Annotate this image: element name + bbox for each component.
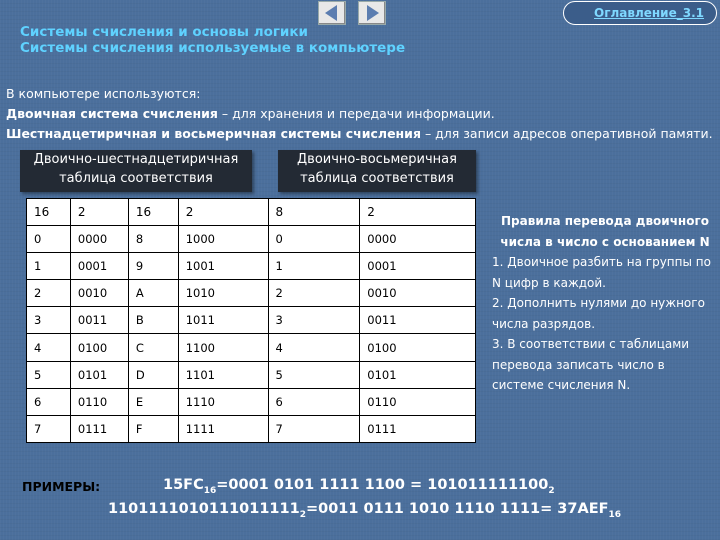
table-cell: 4 xyxy=(268,334,360,361)
table-cell: 0010 xyxy=(70,280,128,307)
table-cell: 0110 xyxy=(360,388,476,415)
intro-text xyxy=(6,84,713,144)
table-cell: 1010 xyxy=(178,280,268,307)
table-row xyxy=(27,280,476,307)
table-cell: 2 xyxy=(178,199,268,226)
table-cell: 5 xyxy=(27,361,71,388)
table-cell: 1111 xyxy=(178,415,268,442)
correspondence-table xyxy=(26,198,476,443)
prev-slide-button[interactable] xyxy=(318,1,346,25)
intro-line-1: В компьютере используются: xyxy=(6,86,201,101)
table-cell: 5 xyxy=(268,361,360,388)
rule-step-3: 3. В соответствии с таблицами перевода записать число в системе счисления N. xyxy=(492,337,690,392)
table-header-row xyxy=(27,199,476,226)
table-cell: 0000 xyxy=(70,226,128,253)
table-cell: 3 xyxy=(268,307,360,334)
table-cell: 0111 xyxy=(360,415,476,442)
table-cell: 1011 xyxy=(178,307,268,334)
table-cell: 2 xyxy=(360,199,476,226)
table-cell: 0 xyxy=(27,226,71,253)
table-cell: 1100 xyxy=(178,334,268,361)
toc-link[interactable]: Оглавление_3.1 xyxy=(563,1,717,25)
table-cell: 1 xyxy=(27,253,71,280)
table-cell: 3 xyxy=(27,307,71,334)
rules-heading: Правила перевода двоичного числа в число с основанием N xyxy=(500,214,710,249)
example-2: $1101111010111011111_2=0011$ 0111 1010 1110 $1111= 37AEF_{16}$ xyxy=(108,501,622,520)
rule-step-2: 2. Дополнить нулями до нужного числа разрядов. xyxy=(492,296,705,331)
table-cell: 6 xyxy=(268,388,360,415)
table-cell: 16 xyxy=(128,199,178,226)
table-cell: 0100 xyxy=(360,334,476,361)
intro-line-2: Двоичная система счисления – для хранения и передачи информации. xyxy=(6,106,495,121)
table-cell: 0100 xyxy=(70,334,128,361)
table-cell: 0101 xyxy=(360,361,476,388)
table-cell: 1 xyxy=(268,253,360,280)
table-cell: 1000 xyxy=(178,226,268,253)
table-cell: 0111 xyxy=(70,415,128,442)
table-cell: C xyxy=(128,334,178,361)
table-cell: 2 xyxy=(27,280,71,307)
table-row xyxy=(27,361,476,388)
table-cell: A xyxy=(128,280,178,307)
slide-subtitle: Системы счисления используемые в компьютере xyxy=(20,40,406,56)
table-cell: 1001 xyxy=(178,253,268,280)
table-cell: 0110 xyxy=(70,388,128,415)
right-arrow-icon xyxy=(359,2,385,24)
left-arrow-icon xyxy=(319,2,345,24)
table-cell: F xyxy=(128,415,178,442)
table-cell: 16 xyxy=(27,199,71,226)
table-cell: 2 xyxy=(268,280,360,307)
conversion-rules xyxy=(492,211,718,396)
example-1: $15FC_{16}=0001$ 0101 1111 $1100 = 101011111100_2$ xyxy=(163,477,555,496)
table-cell: 2 xyxy=(70,199,128,226)
next-slide-button[interactable] xyxy=(358,1,386,25)
table-cell: 9 xyxy=(128,253,178,280)
rule-step-1: 1. Двоичное разбить на группы по N цифр в каждой. xyxy=(492,255,711,290)
table-row xyxy=(27,415,476,442)
table-cell: 0011 xyxy=(70,307,128,334)
intro-line-3: Шестнадцетиричная и восьмеричная системы счисления – для записи адресов оперативной памяти. xyxy=(6,126,713,141)
table-cell: 0 xyxy=(268,226,360,253)
table-cell: 1101 xyxy=(178,361,268,388)
table-cell: 6 xyxy=(27,388,71,415)
slide-title: Системы счисления и основы логики xyxy=(20,24,309,40)
table-cell: 8 xyxy=(128,226,178,253)
table-cell: 1110 xyxy=(178,388,268,415)
hex-table-header: Двоично-шестнадцетиричная таблица соответствия xyxy=(20,150,252,192)
table-cell: E xyxy=(128,388,178,415)
table-cell: 0000 xyxy=(360,226,476,253)
table-row xyxy=(27,388,476,415)
table-cell: B xyxy=(128,307,178,334)
examples-label: ПРИМЕРЫ: xyxy=(22,479,101,494)
table-cell: 0001 xyxy=(360,253,476,280)
oct-table-header: Двоично-восьмеричная таблица соответствия xyxy=(278,150,476,192)
table-cell: 0001 xyxy=(70,253,128,280)
table-row xyxy=(27,307,476,334)
table-cell: 0011 xyxy=(360,307,476,334)
table-row xyxy=(27,226,476,253)
table-row xyxy=(27,334,476,361)
table-cell: 7 xyxy=(27,415,71,442)
table-cell: D xyxy=(128,361,178,388)
table-row xyxy=(27,253,476,280)
table-cell: 0101 xyxy=(70,361,128,388)
table-cell: 4 xyxy=(27,334,71,361)
table-cell: 7 xyxy=(268,415,360,442)
table-cell: 8 xyxy=(268,199,360,226)
table-cell: 0010 xyxy=(360,280,476,307)
